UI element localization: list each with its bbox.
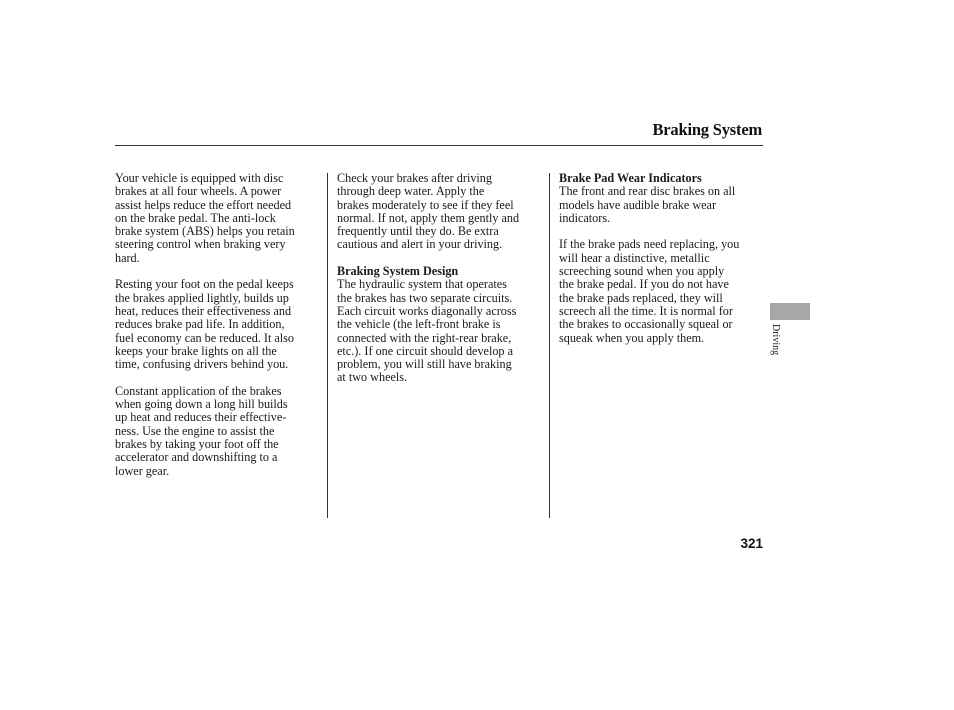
section-braking-system-design <box>337 265 543 385</box>
paragraph-wear-indicators: The front and rear disc brakes on all models have audible brake wear indicators. <box>559 184 736 225</box>
page-title: Braking System <box>652 120 762 139</box>
column-1 <box>115 172 321 491</box>
heading-brake-pad-wear-indicators: Brake Pad Wear Indicators <box>559 171 702 185</box>
paragraph-hydraulic-system: The hydraulic system that operates the brakes has two separate circuits. Each circuit works diagonally across the vehicle (the left-front brake is connected with the right-rear brake, etc.). If one circuit should develop a problem, you will still have braking at two wheels. <box>337 277 517 385</box>
page-number: 321 <box>740 536 763 551</box>
column-3 <box>559 172 765 358</box>
paragraph-constant-application: Constant application of the brakes when going down a long hill builds up heat and reduces their effective- ness. Use the engine to assist the brakes by taking your foot off the accelerator and downshifting to a lower gear. <box>115 383 288 478</box>
section-tab-marker <box>770 303 810 320</box>
paragraph-pads-replacing: If the brake pads need replacing, you will hear a distinctive, metallic screeching sound when you apply the brake pedal. If you do not have the brake pads replaced, they will screech all the time. It is normal for the brakes to occasionally squeal or squeak when you apply them. <box>559 237 740 345</box>
column-2 <box>337 172 543 398</box>
heading-braking-system-design: Braking System Design <box>337 264 459 279</box>
section-brake-pad-wear <box>559 172 765 225</box>
column-divider-1 <box>327 173 328 518</box>
paragraph-disc-brakes: Your vehicle is equipped with disc brakes at all four wheels. A power assist helps reduce the effort needed on the brake pedal. The anti-lock brake system (ABS) helps you retain steering control when braking very hard. <box>115 171 295 265</box>
column-divider-2 <box>549 173 550 518</box>
title-divider <box>115 145 763 146</box>
paragraph-resting-foot: Resting your foot on the pedal keeps the brakes applied lightly, builds up heat, reduces their effectiveness and reduces brake pad life. In addition, fuel economy can be reduced. It also keeps your brake lights on all the time, confusing drivers behind you. <box>115 277 295 372</box>
section-tab-label: Driving <box>770 324 781 356</box>
paragraph-deep-water: Check your brakes after driving through deep water. Apply the brakes moderately to see if they feel normal. If not, apply them gently and frequently until they do. Be extra cautious and alert in your driving. <box>337 171 520 252</box>
